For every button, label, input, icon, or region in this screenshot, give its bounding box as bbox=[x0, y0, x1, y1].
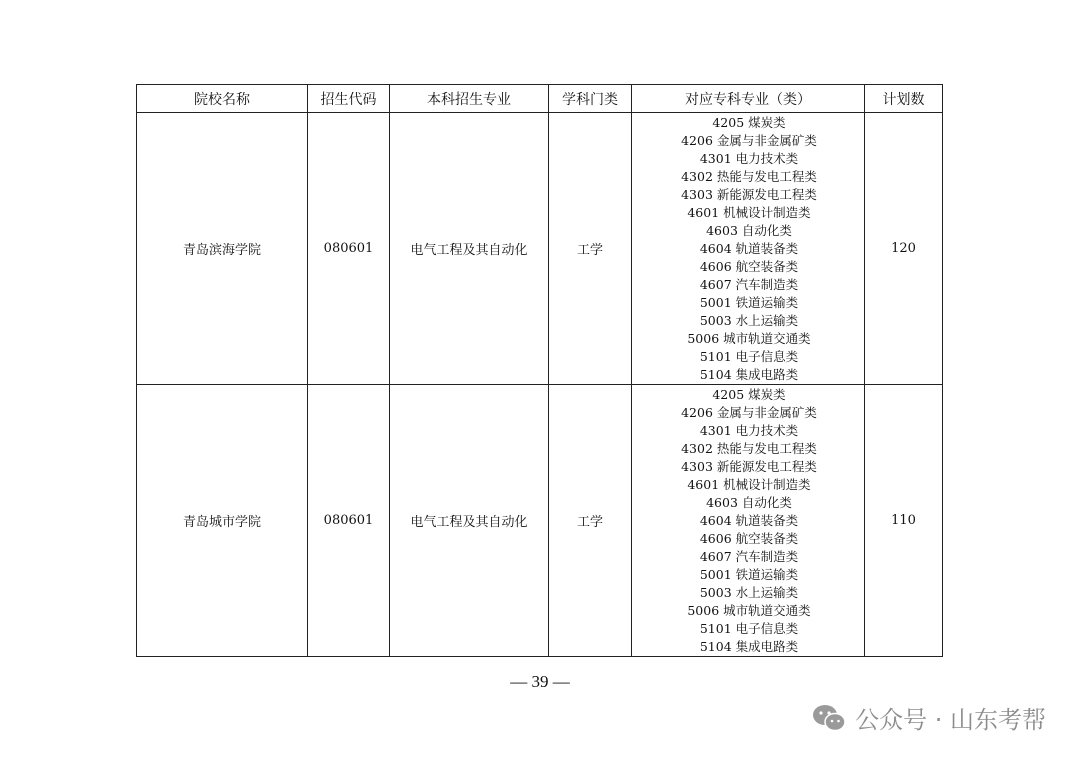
related-major-item: 4603 自动化类 bbox=[706, 223, 792, 238]
related-major-item: 4601 机械设计制造类 bbox=[687, 205, 811, 220]
table-row bbox=[137, 113, 943, 385]
related-major-item: 5104 集成电路类 bbox=[699, 639, 799, 654]
related-major-item: 4603 自动化类 bbox=[706, 495, 792, 510]
table-header-row bbox=[137, 85, 943, 113]
related-major-item: 4604 轨道装备类 bbox=[699, 513, 799, 528]
related-major-item: 5006 城市轨道交通类 bbox=[687, 603, 811, 618]
related-major-item: 5101 电子信息类 bbox=[699, 349, 799, 364]
plan-count-cell: 110 bbox=[865, 385, 943, 657]
related-major-item: 4302 热能与发电工程类 bbox=[681, 441, 817, 456]
category-cell: 工学 bbox=[549, 113, 632, 385]
enrollment-plan-table bbox=[136, 84, 943, 657]
category-cell: 工学 bbox=[549, 385, 632, 657]
related-major-item: 5104 集成电路类 bbox=[699, 367, 799, 382]
related-major-item: 4206 金属与非金属矿类 bbox=[681, 405, 817, 420]
plan-count-cell: 120 bbox=[865, 113, 943, 385]
related-major-item: 4604 轨道装备类 bbox=[699, 241, 799, 256]
related-major-item: 5006 城市轨道交通类 bbox=[687, 331, 811, 346]
related-major-item: 5003 水上运输类 bbox=[699, 585, 799, 600]
major-cell: 电气工程及其自动化 bbox=[390, 385, 549, 657]
related-major-item: 4301 电力技术类 bbox=[699, 151, 799, 166]
major-cell: 电气工程及其自动化 bbox=[390, 113, 549, 385]
header-category: 学科门类 bbox=[549, 85, 632, 113]
wechat-icon bbox=[811, 703, 847, 733]
watermark-text: 公众号 · 山东考帮 bbox=[855, 706, 1046, 734]
related-majors-cell bbox=[632, 385, 865, 657]
related-major-item: 4303 新能源发电工程类 bbox=[681, 187, 817, 202]
code-cell: 080601 bbox=[308, 385, 390, 657]
page-number: — 39 — bbox=[510, 672, 570, 691]
table-row bbox=[137, 385, 943, 657]
header-code: 招生代码 bbox=[308, 85, 390, 113]
header-plan: 计划数 bbox=[865, 85, 943, 113]
related-major-item: 4205 煤炭类 bbox=[712, 387, 786, 402]
related-majors-cell bbox=[632, 113, 865, 385]
related-major-item: 4206 金属与非金属矿类 bbox=[681, 133, 817, 148]
related-major-item: 4607 汽车制造类 bbox=[699, 277, 799, 292]
related-major-item: 4301 电力技术类 bbox=[699, 423, 799, 438]
header-related-majors: 对应专科专业（类） bbox=[632, 85, 865, 113]
watermark bbox=[811, 700, 1046, 735]
related-major-item: 5001 铁道运输类 bbox=[699, 295, 799, 310]
related-major-item: 5001 铁道运输类 bbox=[699, 567, 799, 582]
related-major-item: 5101 电子信息类 bbox=[699, 621, 799, 636]
related-major-item: 4303 新能源发电工程类 bbox=[681, 459, 817, 474]
related-majors-list bbox=[632, 385, 864, 656]
related-majors-list bbox=[632, 113, 864, 384]
school-name-cell: 青岛城市学院 bbox=[137, 385, 308, 657]
related-major-item: 4607 汽车制造类 bbox=[699, 549, 799, 564]
related-major-item: 5003 水上运输类 bbox=[699, 313, 799, 328]
code-cell: 080601 bbox=[308, 113, 390, 385]
related-major-item: 4606 航空装备类 bbox=[699, 259, 799, 274]
related-major-item: 4606 航空装备类 bbox=[699, 531, 799, 546]
related-major-item: 4205 煤炭类 bbox=[712, 115, 786, 130]
related-major-item: 4601 机械设计制造类 bbox=[687, 477, 811, 492]
related-major-item: 4302 热能与发电工程类 bbox=[681, 169, 817, 184]
header-major: 本科招生专业 bbox=[390, 85, 549, 113]
header-school: 院校名称 bbox=[137, 85, 308, 113]
school-name-cell: 青岛滨海学院 bbox=[137, 113, 308, 385]
